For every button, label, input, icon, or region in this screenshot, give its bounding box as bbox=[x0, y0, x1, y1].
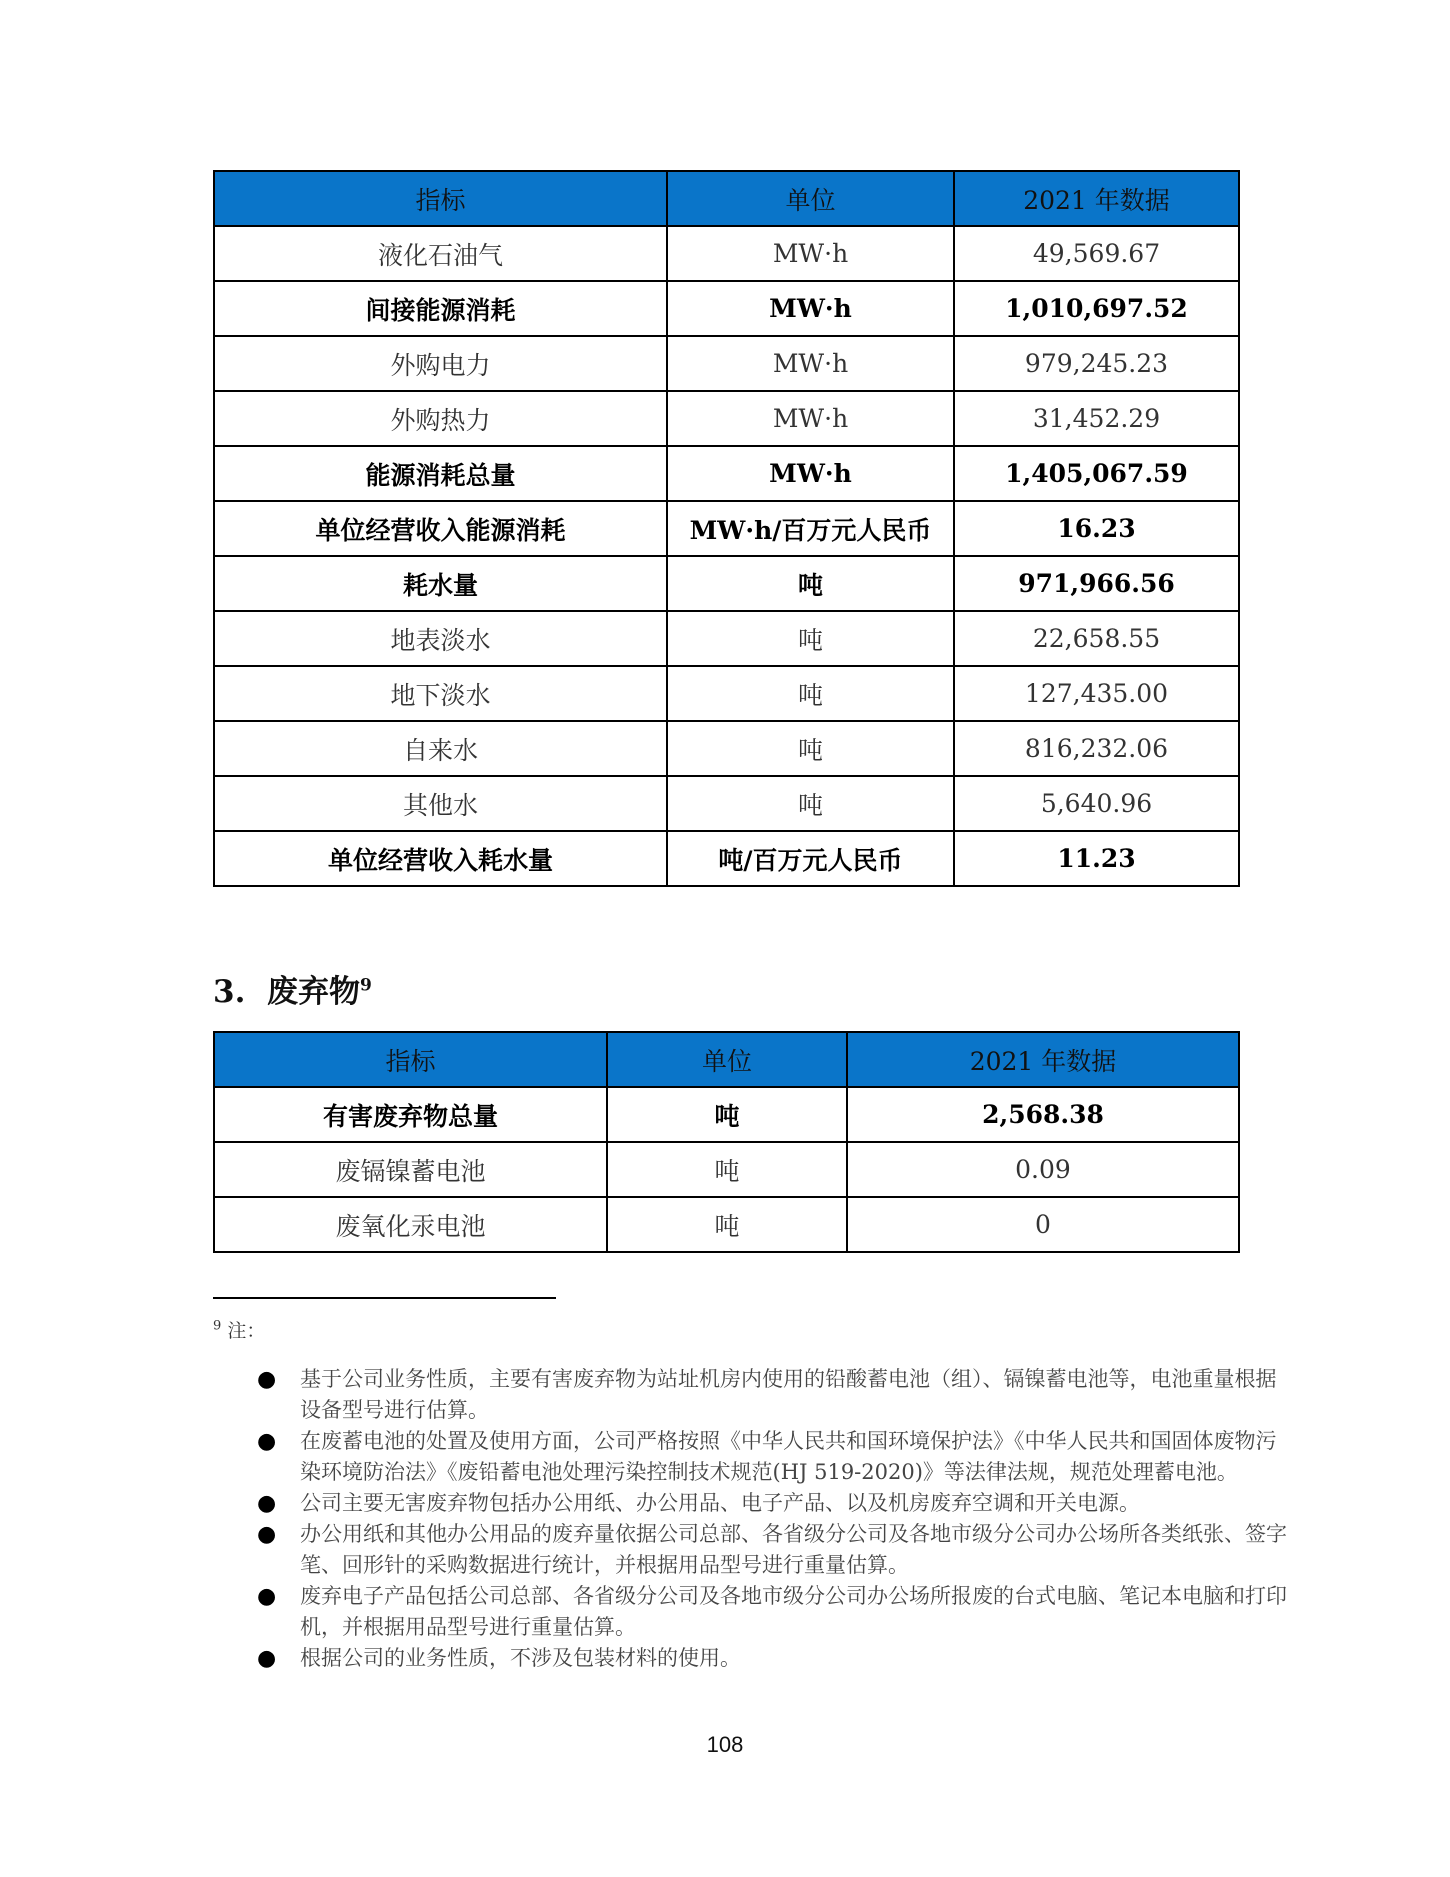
bullet-icon: ● bbox=[257, 1646, 277, 1671]
cell-indicator: 其他水 bbox=[214, 776, 667, 831]
list-item-text: 废弃电子产品包括公司总部、各省级分公司及各地市级分公司办公场所报废的台式电脑、笔记本电脑和打印机，并根据用品型号进行重量估算。 bbox=[300, 1584, 1287, 1639]
footnote-label bbox=[213, 1316, 265, 1343]
section-number: 3. bbox=[213, 974, 246, 1010]
cell-indicator: 外购电力 bbox=[214, 336, 667, 391]
cell-value: 816,232.06 bbox=[954, 721, 1239, 776]
table-row bbox=[214, 501, 1239, 556]
cell-indicator: 耗水量 bbox=[214, 556, 667, 611]
cell-value: 49,569.67 bbox=[954, 226, 1239, 281]
list-item-text: 公司主要无害废弃物包括办公用纸、办公用品、电子产品、以及机房废弃空调和开关电源。 bbox=[300, 1491, 1140, 1515]
footnote-divider bbox=[213, 1297, 556, 1299]
cell-value: 22,658.55 bbox=[954, 611, 1239, 666]
cell-unit: MW·h bbox=[667, 226, 954, 281]
footnote-reference[interactable]: 9 bbox=[359, 975, 372, 996]
cell-indicator: 废镉镍蓄电池 bbox=[214, 1142, 607, 1197]
table-header-row bbox=[214, 171, 1239, 226]
table-row bbox=[214, 1087, 1239, 1142]
table-row bbox=[214, 556, 1239, 611]
list-item bbox=[257, 1643, 1290, 1674]
header-unit: 单位 bbox=[667, 171, 954, 226]
table-row bbox=[214, 446, 1239, 501]
cell-unit: 吨/百万元人民币 bbox=[667, 831, 954, 886]
cell-value: 979,245.23 bbox=[954, 336, 1239, 391]
bullet-icon: ● bbox=[257, 1491, 277, 1516]
cell-indicator: 单位经营收入能源消耗 bbox=[214, 501, 667, 556]
table-header-row bbox=[214, 1032, 1239, 1087]
table-row bbox=[214, 1142, 1239, 1197]
list-item-text: 在废蓄电池的处置及使用方面，公司严格按照《中华人民共和国环境保护法》《中华人民共和国固体废物污染环境防治法》《废铅蓄电池处理污染控制技术规范(HJ 519-2020)》等法律法规，规范处理蓄电池。 bbox=[300, 1429, 1277, 1484]
header-indicator: 指标 bbox=[214, 171, 667, 226]
footnote-note-label: 注： bbox=[227, 1320, 266, 1342]
cell-value: 16.23 bbox=[954, 501, 1239, 556]
cell-unit: 吨 bbox=[607, 1087, 847, 1142]
cell-value: 1,405,067.59 bbox=[954, 446, 1239, 501]
table-row bbox=[214, 831, 1239, 886]
cell-unit: 吨 bbox=[607, 1197, 847, 1252]
cell-value: 0.09 bbox=[847, 1142, 1239, 1197]
cell-unit: 吨 bbox=[667, 611, 954, 666]
section-heading-waste bbox=[213, 966, 372, 1011]
cell-indicator: 自来水 bbox=[214, 721, 667, 776]
cell-unit: 吨 bbox=[667, 666, 954, 721]
table-row bbox=[214, 666, 1239, 721]
bullet-icon: ● bbox=[257, 1584, 277, 1609]
header-indicator: 指标 bbox=[214, 1032, 607, 1087]
table-row bbox=[214, 1197, 1239, 1252]
table-row bbox=[214, 391, 1239, 446]
cell-value: 0 bbox=[847, 1197, 1239, 1252]
header-value: 2021 年数据 bbox=[954, 171, 1239, 226]
cell-indicator: 液化石油气 bbox=[214, 226, 667, 281]
cell-unit: MW·h bbox=[667, 391, 954, 446]
footnote-list bbox=[255, 1364, 1290, 1674]
cell-unit: MW·h bbox=[667, 336, 954, 391]
cell-value: 5,640.96 bbox=[954, 776, 1239, 831]
table-row bbox=[214, 776, 1239, 831]
table-row bbox=[214, 611, 1239, 666]
cell-value: 2,568.38 bbox=[847, 1087, 1239, 1142]
cell-indicator: 地表淡水 bbox=[214, 611, 667, 666]
bullet-icon: ● bbox=[257, 1429, 277, 1454]
cell-value: 1,010,697.52 bbox=[954, 281, 1239, 336]
cell-value: 31,452.29 bbox=[954, 391, 1239, 446]
list-item-text: 基于公司业务性质，主要有害废弃物为站址机房内使用的铅酸蓄电池（组）、镉镍蓄电池等，电池重量根据设备型号进行估算。 bbox=[300, 1367, 1277, 1422]
cell-unit: 吨 bbox=[667, 721, 954, 776]
cell-indicator: 地下淡水 bbox=[214, 666, 667, 721]
cell-unit: MW·h/百万元人民币 bbox=[667, 501, 954, 556]
header-value: 2021 年数据 bbox=[847, 1032, 1239, 1087]
list-item-text: 根据公司的业务性质，不涉及包装材料的使用。 bbox=[300, 1646, 741, 1670]
page-number: 108 bbox=[706, 1732, 744, 1757]
cell-unit: 吨 bbox=[667, 776, 954, 831]
list-item bbox=[257, 1364, 1290, 1426]
waste-table bbox=[213, 1031, 1240, 1253]
list-item bbox=[257, 1426, 1290, 1488]
cell-unit: 吨 bbox=[607, 1142, 847, 1197]
table-row bbox=[214, 281, 1239, 336]
cell-value: 11.23 bbox=[954, 831, 1239, 886]
bullet-icon: ● bbox=[257, 1522, 277, 1547]
cell-unit: MW·h bbox=[667, 446, 954, 501]
table-row bbox=[214, 226, 1239, 281]
cell-value: 127,435.00 bbox=[954, 666, 1239, 721]
bullet-icon: ● bbox=[257, 1367, 277, 1392]
cell-unit: MW·h bbox=[667, 281, 954, 336]
cell-unit: 吨 bbox=[667, 556, 954, 611]
table-row bbox=[214, 336, 1239, 391]
cell-value: 971,966.56 bbox=[954, 556, 1239, 611]
cell-indicator: 废氧化汞电池 bbox=[214, 1197, 607, 1252]
cell-indicator: 间接能源消耗 bbox=[214, 281, 667, 336]
energy-water-table bbox=[213, 170, 1240, 887]
list-item-text: 办公用纸和其他办公用品的废弃量依据公司总部、各省级分公司及各地市级分公司办公场所各类纸张、签字笔、回形针的采购数据进行统计，并根据用品型号进行重量估算。 bbox=[300, 1522, 1287, 1577]
header-unit: 单位 bbox=[607, 1032, 847, 1087]
cell-indicator: 外购热力 bbox=[214, 391, 667, 446]
footnote-number: 9 bbox=[213, 1318, 222, 1334]
cell-indicator: 能源消耗总量 bbox=[214, 446, 667, 501]
table-row bbox=[214, 721, 1239, 776]
section-title: 废弃物 bbox=[266, 974, 360, 1010]
list-item bbox=[257, 1581, 1290, 1643]
cell-indicator: 单位经营收入耗水量 bbox=[214, 831, 667, 886]
list-item bbox=[257, 1488, 1290, 1519]
cell-indicator: 有害废弃物总量 bbox=[214, 1087, 607, 1142]
list-item bbox=[257, 1519, 1290, 1581]
